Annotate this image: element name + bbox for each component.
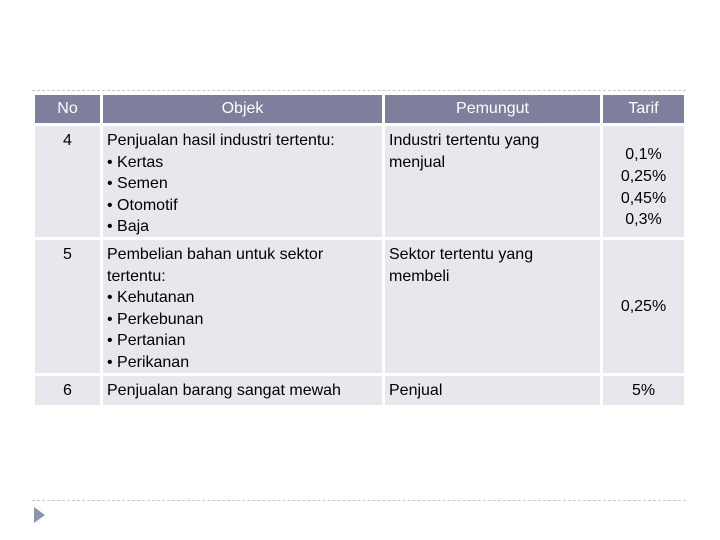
row-4-objek [103, 126, 382, 237]
objek-list [107, 152, 376, 238]
objek-list-item: • Perikanan [107, 352, 376, 374]
tarif-value: 0,3% [625, 211, 662, 229]
row-no-value: 5 [63, 246, 72, 263]
objek-list-item: • Kehutanan [107, 287, 376, 309]
tarif-value: 0,1% [625, 146, 662, 164]
objek-intro: Pembelian bahan untuk sektor tertentu: [107, 246, 324, 285]
header-tarif: Tarif [603, 95, 684, 123]
row-no-value: 6 [63, 382, 72, 399]
top-divider [32, 90, 686, 91]
row-6-tarif [603, 376, 684, 405]
row-6-objek [103, 376, 382, 405]
row-6-pemungut [385, 376, 600, 405]
row-4-tarif [603, 126, 684, 237]
objek-intro: Penjualan hasil industri tertentu: [107, 132, 335, 149]
header-pemungut: Pemungut [385, 95, 600, 123]
pemungut-text: Sektor tertentu yang membeli [389, 246, 534, 285]
row-4-no [35, 126, 100, 237]
tarif-value: 5% [631, 382, 656, 399]
objek-list-item: • Perkebunan [107, 309, 376, 331]
pemungut-text: Industri tertentu yang menjual [389, 132, 540, 171]
objek-list-item: • Otomotif [107, 195, 376, 217]
pemungut-text: Penjual [389, 382, 443, 399]
row-5-objek [103, 240, 382, 373]
tarif-value: 0,45% [620, 189, 667, 207]
tariff-table [35, 95, 684, 405]
header-no: No [35, 95, 100, 123]
row-4-pemungut [385, 126, 600, 237]
bottom-divider [32, 500, 686, 501]
row-no-value: 4 [63, 132, 72, 149]
tarif-value: 0,25% [620, 167, 667, 185]
objek-list-item: • Kertas [107, 152, 376, 174]
row-5-tarif [603, 240, 684, 373]
objek-list-item: • Pertanian [107, 330, 376, 352]
objek-list-item: • Semen [107, 173, 376, 195]
row-5-no [35, 240, 100, 373]
objek-list-item: • Baja [107, 216, 376, 238]
header-objek: Objek [103, 95, 382, 123]
row-6-no [35, 376, 100, 405]
row-5-pemungut [385, 240, 600, 373]
objek-list [107, 287, 376, 373]
objek-intro: Penjualan barang sangat mewah [107, 382, 341, 399]
triangle-right-icon[interactable] [34, 507, 45, 523]
tarif-value: 0,25% [620, 297, 667, 315]
